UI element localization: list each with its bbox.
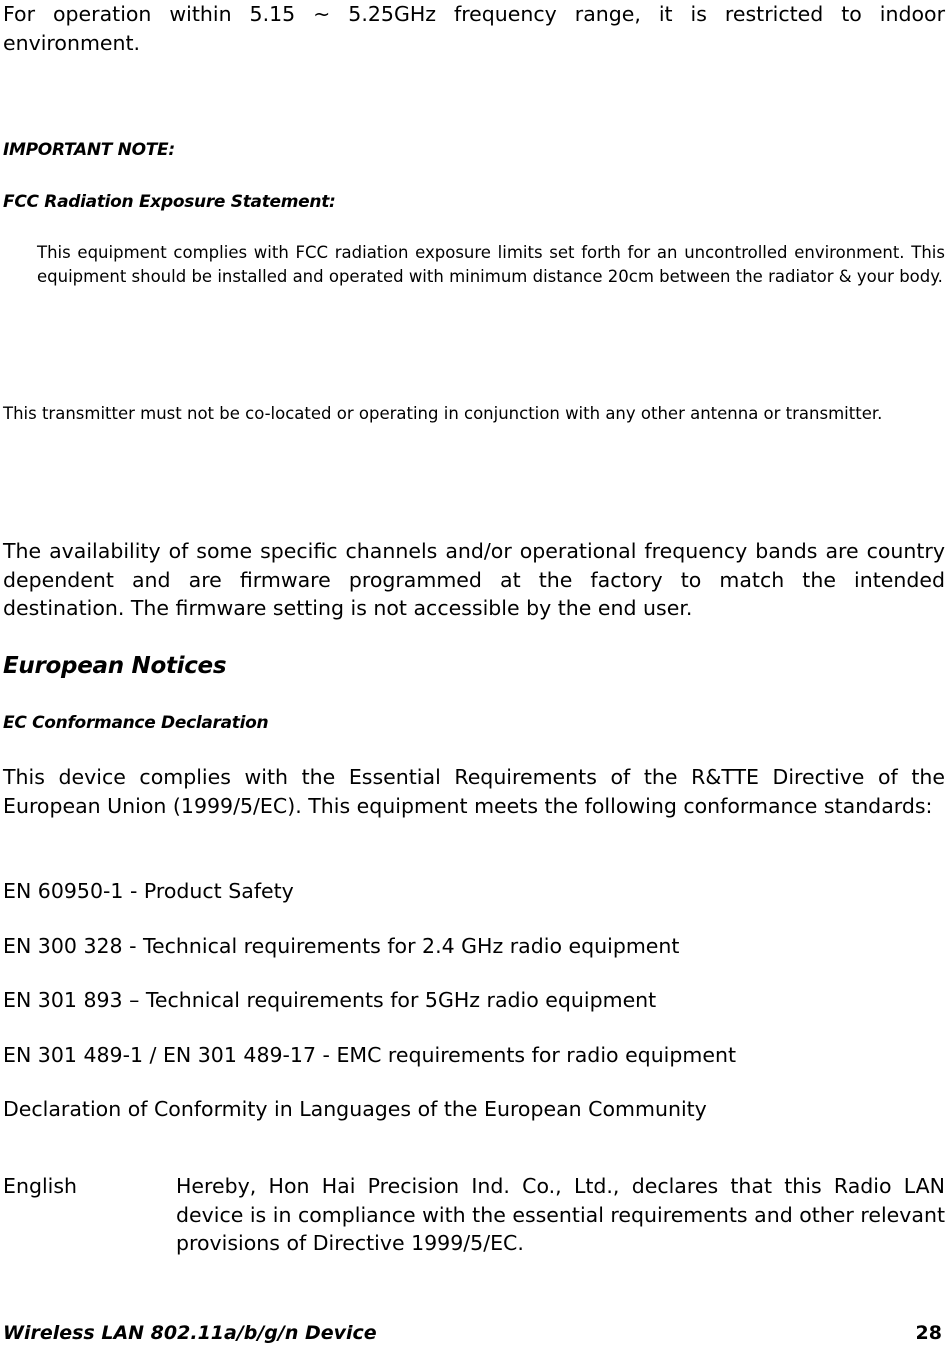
standard-item: EN 301 893 – Technical requirements for 5GHz radio equipment	[3, 988, 657, 1012]
standard-item: EN 60950-1 - Product Safety	[3, 879, 294, 903]
standard-item: EN 300 328 - Technical requirements for 2.4 GHz radio equipment	[3, 934, 680, 958]
ec-conformance-paragraph: This device complies with the Essential Requirements of the R&TTE Directive of the European Union (1999/5/EC). This equipment meets the following conformance standards:	[3, 765, 945, 818]
important-note-heading: IMPORTANT NOTE:	[3, 140, 175, 160]
availability-paragraph: The availability of some specific channels and/or operational frequency bands are country dependent and are firmware programmed at the factory to match the intended destination. The firmware setting is not accessible by the end user.	[3, 539, 945, 620]
colocation-paragraph: This transmitter must not be co-located or operating in conjunction with any other antenna or transmitter.	[3, 404, 883, 423]
indoor-restriction-paragraph: For operation within 5.15 ~ 5.25GHz frequency range, it is restricted to indoor environment.	[3, 2, 945, 55]
language-label-english: English	[3, 1174, 78, 1198]
page-number: 28	[915, 1322, 942, 1344]
footer-document-title: Wireless LAN 802.11a/b/g/n Device	[3, 1322, 377, 1344]
languages-heading: Declaration of Conformity in Languages of the European Community	[3, 1097, 707, 1121]
european-notices-heading: European Notices	[3, 653, 227, 679]
fcc-radiation-heading: FCC Radiation Exposure Statement:	[3, 192, 336, 212]
english-declaration-text: Hereby, Hon Hai Precision Ind. Co., Ltd., declares that this Radio LAN device is in compliance with the essential requirements and other relevant provisions of Directive 1999/5/EC.	[176, 1174, 945, 1255]
ec-conformance-heading: EC Conformance Declaration	[3, 713, 269, 733]
standard-item: EN 301 489-1 / EN 301 489-17 - EMC requirements for radio equipment	[3, 1043, 737, 1067]
fcc-radiation-paragraph: This equipment complies with FCC radiation exposure limits set forth for an uncontrolled environment. This equipment should be installed and operated with minimum distance 20cm between the radiator & your body.	[37, 243, 945, 286]
